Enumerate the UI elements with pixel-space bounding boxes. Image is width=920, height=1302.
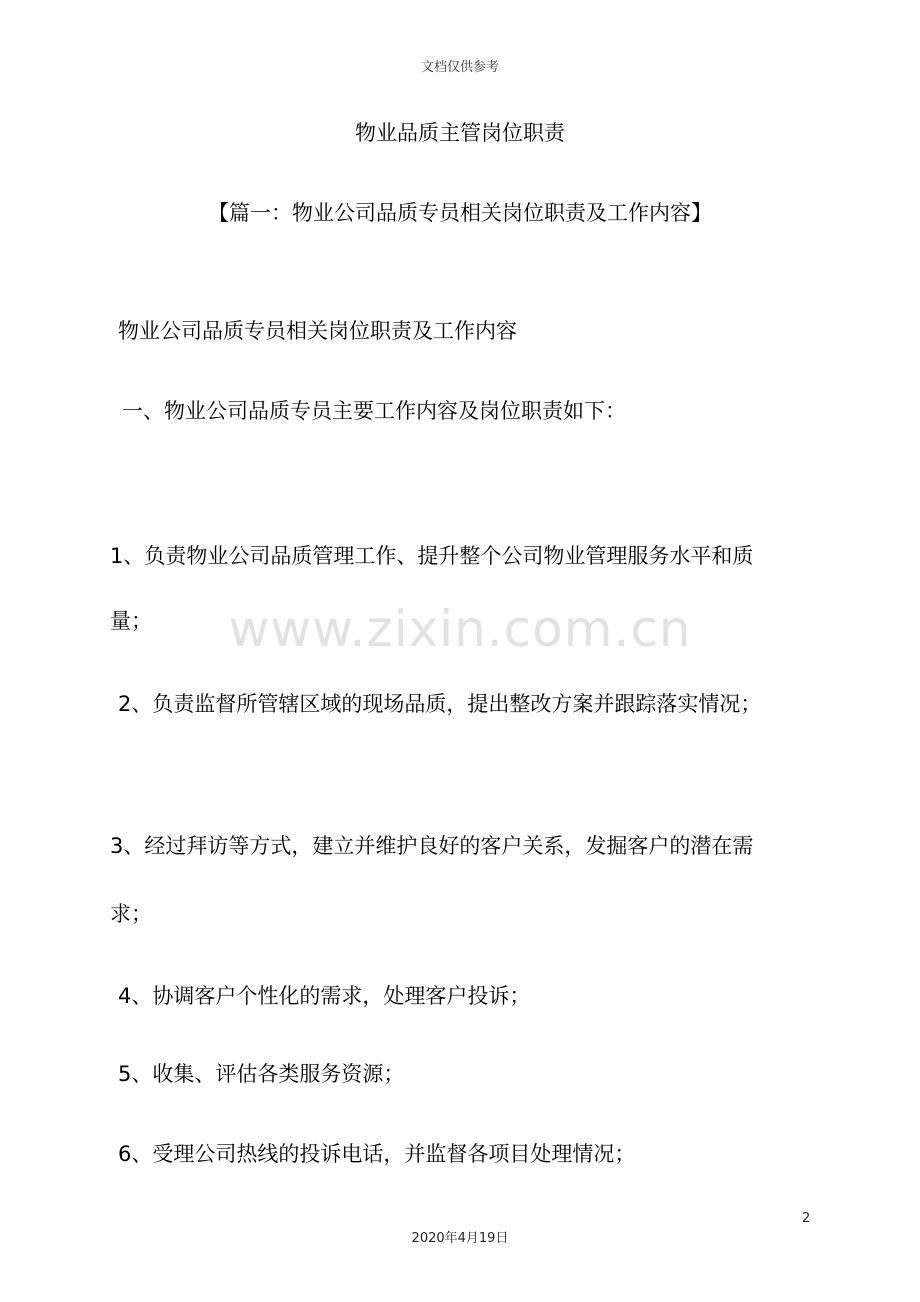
list-item-1: 1、负责物业公司品质管理工作、提升整个公司物业管理服务水平和质 bbox=[110, 544, 754, 568]
list-item-2: 2、负责监督所管辖区域的现场品质，提出整改方案并跟踪落实情况； bbox=[118, 692, 762, 716]
list-item-3: 3、经过拜访等方式，建立并维护良好的客户关系，发掘客户的潜在需 bbox=[110, 834, 754, 858]
list-item-5: 5、收集、评估各类服务资源； bbox=[118, 1062, 405, 1086]
chapter-title: 【篇一：物业公司品质专员相关岗位职责及工作内容】 bbox=[208, 201, 712, 225]
header-note: 文档仅供参考 bbox=[420, 60, 499, 75]
list-item-4: 4、协调客户个性化的需求，处理客户投诉； bbox=[118, 984, 531, 1008]
list-item-3-continuation: 求； bbox=[110, 902, 152, 926]
list-item-6: 6、受理公司热线的投诉电话，并监督各项目处理情况； bbox=[118, 1142, 636, 1166]
footer-date: 2020年4月19日 bbox=[411, 1231, 509, 1246]
document-title: 物业品质主管岗位职责 bbox=[355, 121, 565, 145]
page-number: 2 bbox=[802, 1211, 811, 1226]
watermark: www.zixin.com.cn bbox=[228, 600, 692, 658]
section-heading: 物业公司品质专员相关岗位职责及工作内容 bbox=[118, 319, 517, 343]
sub-heading: 一、物业公司品质专员主要工作内容及岗位职责如下： bbox=[122, 399, 626, 423]
list-item-1-continuation: 量； bbox=[110, 609, 152, 633]
